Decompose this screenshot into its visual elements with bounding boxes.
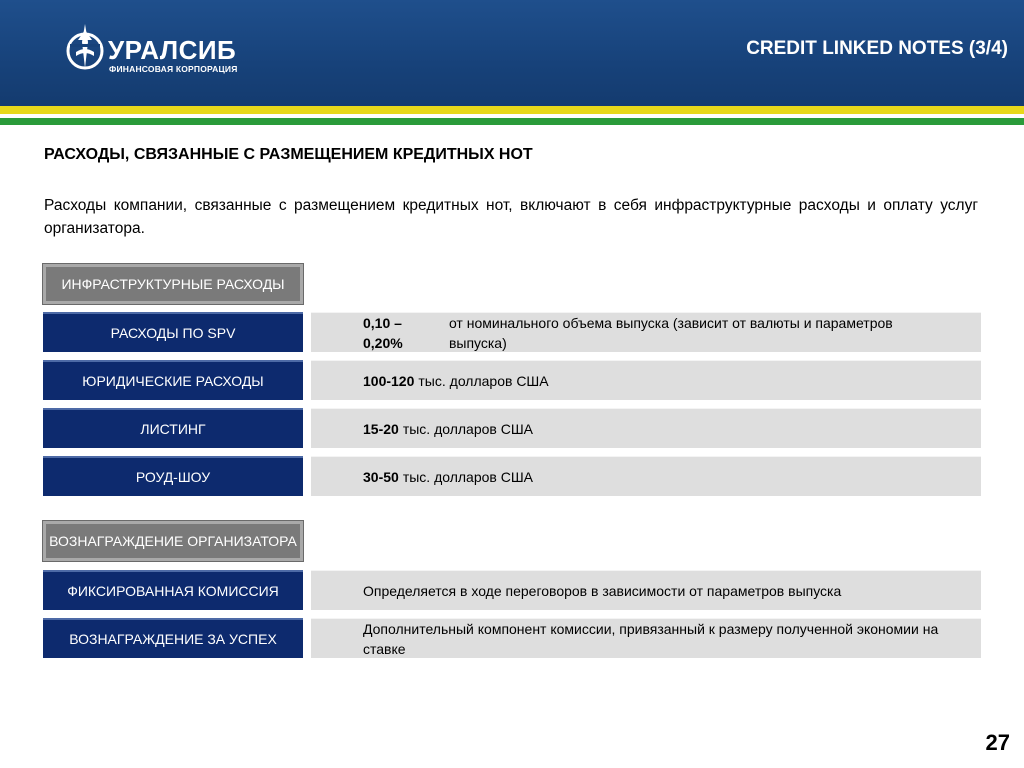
group-heading-infrastructure: ИНФРАСТРУКТУРНЫЕ РАСХОДЫ	[43, 264, 303, 304]
row-label: ЮРИДИЧЕСКИЕ РАСХОДЫ	[43, 360, 303, 400]
row-label: ЛИСТИНГ	[43, 408, 303, 448]
row-value	[311, 360, 981, 400]
green-stripe	[0, 118, 1024, 125]
group-heading-arranger-fee: ВОЗНАГРАЖДЕНИЕ ОРГАНИЗАТОРА	[43, 521, 303, 561]
row-label: РОУД-ШОУ	[43, 456, 303, 496]
value-description: от номинального объема выпуска (зависит от валюты и параметров выпуска)	[448, 314, 893, 351]
yellow-stripe	[0, 106, 1024, 114]
value-description: тыс. долларов США	[402, 468, 534, 485]
logo-emblem-icon	[66, 22, 106, 80]
value-description: тыс. долларов США	[402, 420, 534, 437]
value-amount: 100-120	[363, 372, 415, 389]
row-label: РАСХОДЫ ПО SPV	[43, 312, 303, 352]
value-description: тыс. долларов США	[418, 372, 549, 389]
logo-name: УРАЛСИБ	[108, 35, 237, 65]
uralsib-logo	[66, 22, 246, 82]
section-title: РАСХОДЫ, СВЯЗАННЫЕ С РАЗМЕЩЕНИЕМ КРЕДИТНЫХ НОТ	[44, 146, 533, 163]
value-amount: 30-50	[363, 468, 399, 485]
row-label: ФИКСИРОВАННАЯ КОМИССИЯ	[43, 570, 303, 610]
value-description: Дополнительный компонент комиссии, привязанный к размеру полученной экономии на ставке	[363, 620, 939, 657]
page-number: 27	[985, 730, 1010, 755]
row-value	[311, 312, 981, 352]
value-amount: 15-20	[363, 420, 399, 437]
row-value	[311, 456, 981, 496]
row-value	[311, 618, 981, 658]
logo-subtitle: ФИНАНСОВАЯ КОРПОРАЦИЯ	[109, 64, 238, 74]
slide-title: CREDIT LINKED NOTES (3/4)	[746, 38, 1008, 59]
row-label: ВОЗНАГРАЖДЕНИЕ ЗА УСПЕХ	[43, 618, 303, 658]
value-amount: 0,10 – 0,20%	[363, 314, 403, 351]
value-description: Определяется в ходе переговоров в зависимости от параметров выпуска	[363, 582, 842, 599]
intro-paragraph: Расходы компании, связанные с размещением кредитных нот, включают в себя инфраструктурные расходы и оплату услуг организатора.	[44, 197, 978, 237]
slide-header	[0, 0, 1024, 106]
row-value	[311, 570, 981, 610]
row-value	[311, 408, 981, 448]
